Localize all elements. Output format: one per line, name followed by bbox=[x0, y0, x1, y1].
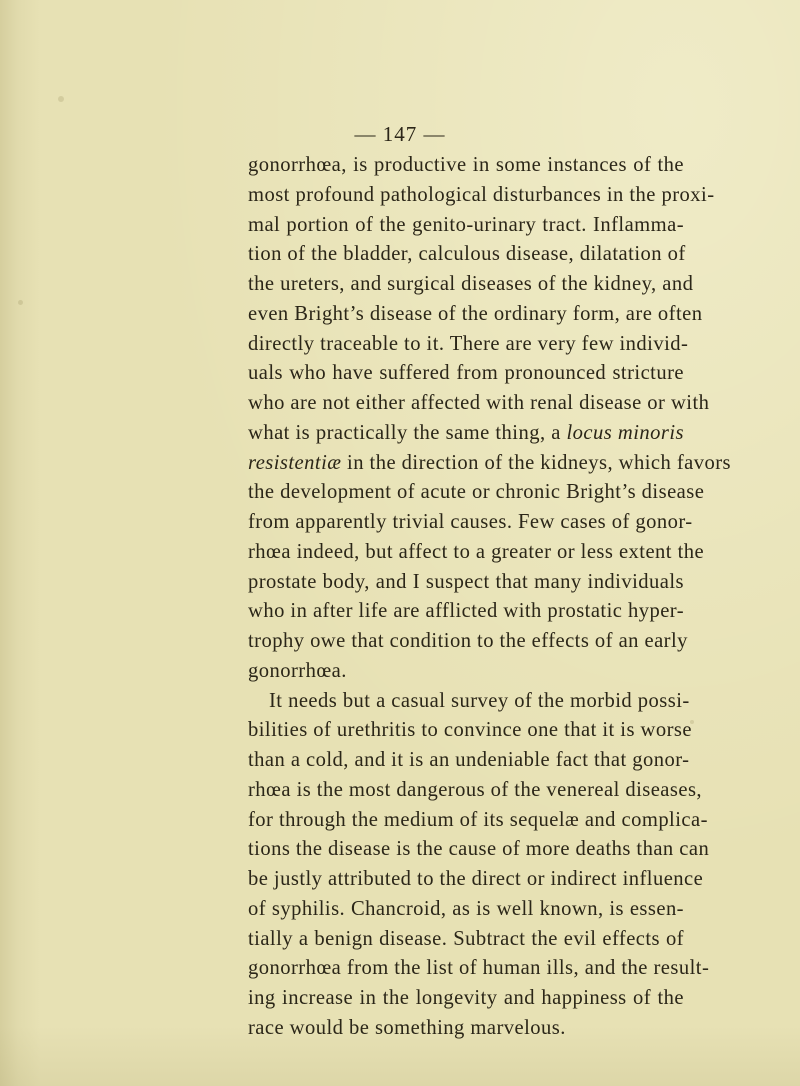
text-line bbox=[248, 538, 705, 568]
text-segment: who in after life are afflicted with prostatic hyper- bbox=[248, 600, 684, 623]
text-segment: rhœa indeed, but affect to a greater or less extent the bbox=[248, 540, 705, 563]
text-segment: directly traceable to it. There are very few individ- bbox=[248, 332, 689, 355]
text-line bbox=[248, 359, 684, 389]
text-line bbox=[248, 478, 705, 508]
text-line bbox=[248, 330, 689, 360]
text-line bbox=[248, 1014, 684, 1044]
text-segment: most profound pathological disturbances in the proxi- bbox=[248, 183, 715, 206]
text-segment: who are not either affected with renal disease or with bbox=[248, 392, 710, 414]
text-segment: the development of acute or chronic Bright’s disease bbox=[248, 481, 705, 504]
text-segment: uals who have suffered from pronounced stricture bbox=[248, 362, 684, 385]
text-segment: tially a benign disease. Subtract the evil effects of bbox=[248, 927, 684, 950]
text-segment: from apparently trivial causes. Few cases of gonor- bbox=[248, 511, 693, 533]
text-line bbox=[248, 211, 684, 241]
text-line bbox=[248, 449, 732, 479]
text-line bbox=[248, 984, 684, 1014]
text-segment: trophy owe that condition to the effects of an early bbox=[248, 630, 688, 652]
text-segment: mal portion of the genito-urinary tract. Inflamma- bbox=[248, 213, 684, 236]
text-segment: gonorrhœa from the list of human ills, and the result- bbox=[248, 957, 710, 980]
text-line bbox=[248, 716, 692, 746]
text-line bbox=[248, 806, 708, 836]
italic-phrase: resistentiæ bbox=[248, 451, 342, 474]
text-segment: rhœa is the most dangerous of the venereal diseases, bbox=[248, 778, 703, 801]
text-segment: the ureters, and surgical diseases of the kidney, and bbox=[248, 273, 694, 295]
paper-stain bbox=[58, 96, 64, 102]
text-segment: It needs but a casual survey of the morbid possi- bbox=[269, 689, 690, 712]
text-line bbox=[248, 270, 694, 300]
text-line bbox=[248, 300, 703, 330]
text-line bbox=[248, 568, 684, 598]
text-line bbox=[248, 746, 690, 776]
text-segment: even Bright’s disease of the ordinary form, are often bbox=[248, 302, 703, 325]
text-line bbox=[248, 687, 690, 717]
text-segment: in the direction of the kidneys, which favors bbox=[341, 451, 732, 474]
text-line bbox=[248, 597, 684, 627]
text-line bbox=[248, 835, 710, 865]
text-line bbox=[248, 776, 703, 806]
text-segment: be justly attributed to the direct or indirect influence bbox=[248, 868, 704, 890]
italic-phrase: locus minoris bbox=[566, 421, 685, 444]
text-line bbox=[248, 954, 710, 984]
text-line bbox=[248, 925, 684, 955]
text-line bbox=[248, 895, 684, 925]
text-line bbox=[248, 389, 710, 419]
text-segment: tions the disease is the cause of more deaths than can bbox=[248, 838, 710, 861]
text-line bbox=[248, 865, 704, 895]
text-segment: tion of the bladder, calculous disease, dilatation of bbox=[248, 243, 686, 266]
text-segment: gonorrhœa, is productive in some instances of the bbox=[248, 154, 684, 176]
text-line bbox=[248, 508, 693, 538]
text-segment: than a cold, and it is an undeniable fact that gonor- bbox=[248, 749, 690, 771]
text-segment: race would be something marvelous. bbox=[248, 1016, 566, 1039]
text-line bbox=[248, 181, 715, 211]
text-segment: gonorrhœa. bbox=[248, 659, 347, 682]
text-line bbox=[248, 240, 684, 270]
text-line bbox=[248, 151, 684, 181]
text-segment: ing increase in the longevity and happiness of the bbox=[248, 987, 684, 1009]
text-segment: what is practically the same thing, a bbox=[248, 421, 567, 444]
body-text bbox=[248, 151, 732, 1044]
text-line bbox=[248, 627, 688, 657]
text-line bbox=[248, 657, 684, 687]
paper-stain bbox=[18, 300, 23, 305]
page-number: — 147 — bbox=[354, 122, 446, 146]
text-line bbox=[248, 419, 684, 449]
text-segment: for through the medium of its sequelæ and complica- bbox=[248, 808, 708, 831]
text-segment: bilities of urethritis to convince one that it is worse bbox=[248, 719, 692, 742]
text-segment: prostate body, and I suspect that many individuals bbox=[248, 570, 684, 593]
text-segment: of syphilis. Chancroid, as is well known, is essen- bbox=[248, 897, 684, 920]
